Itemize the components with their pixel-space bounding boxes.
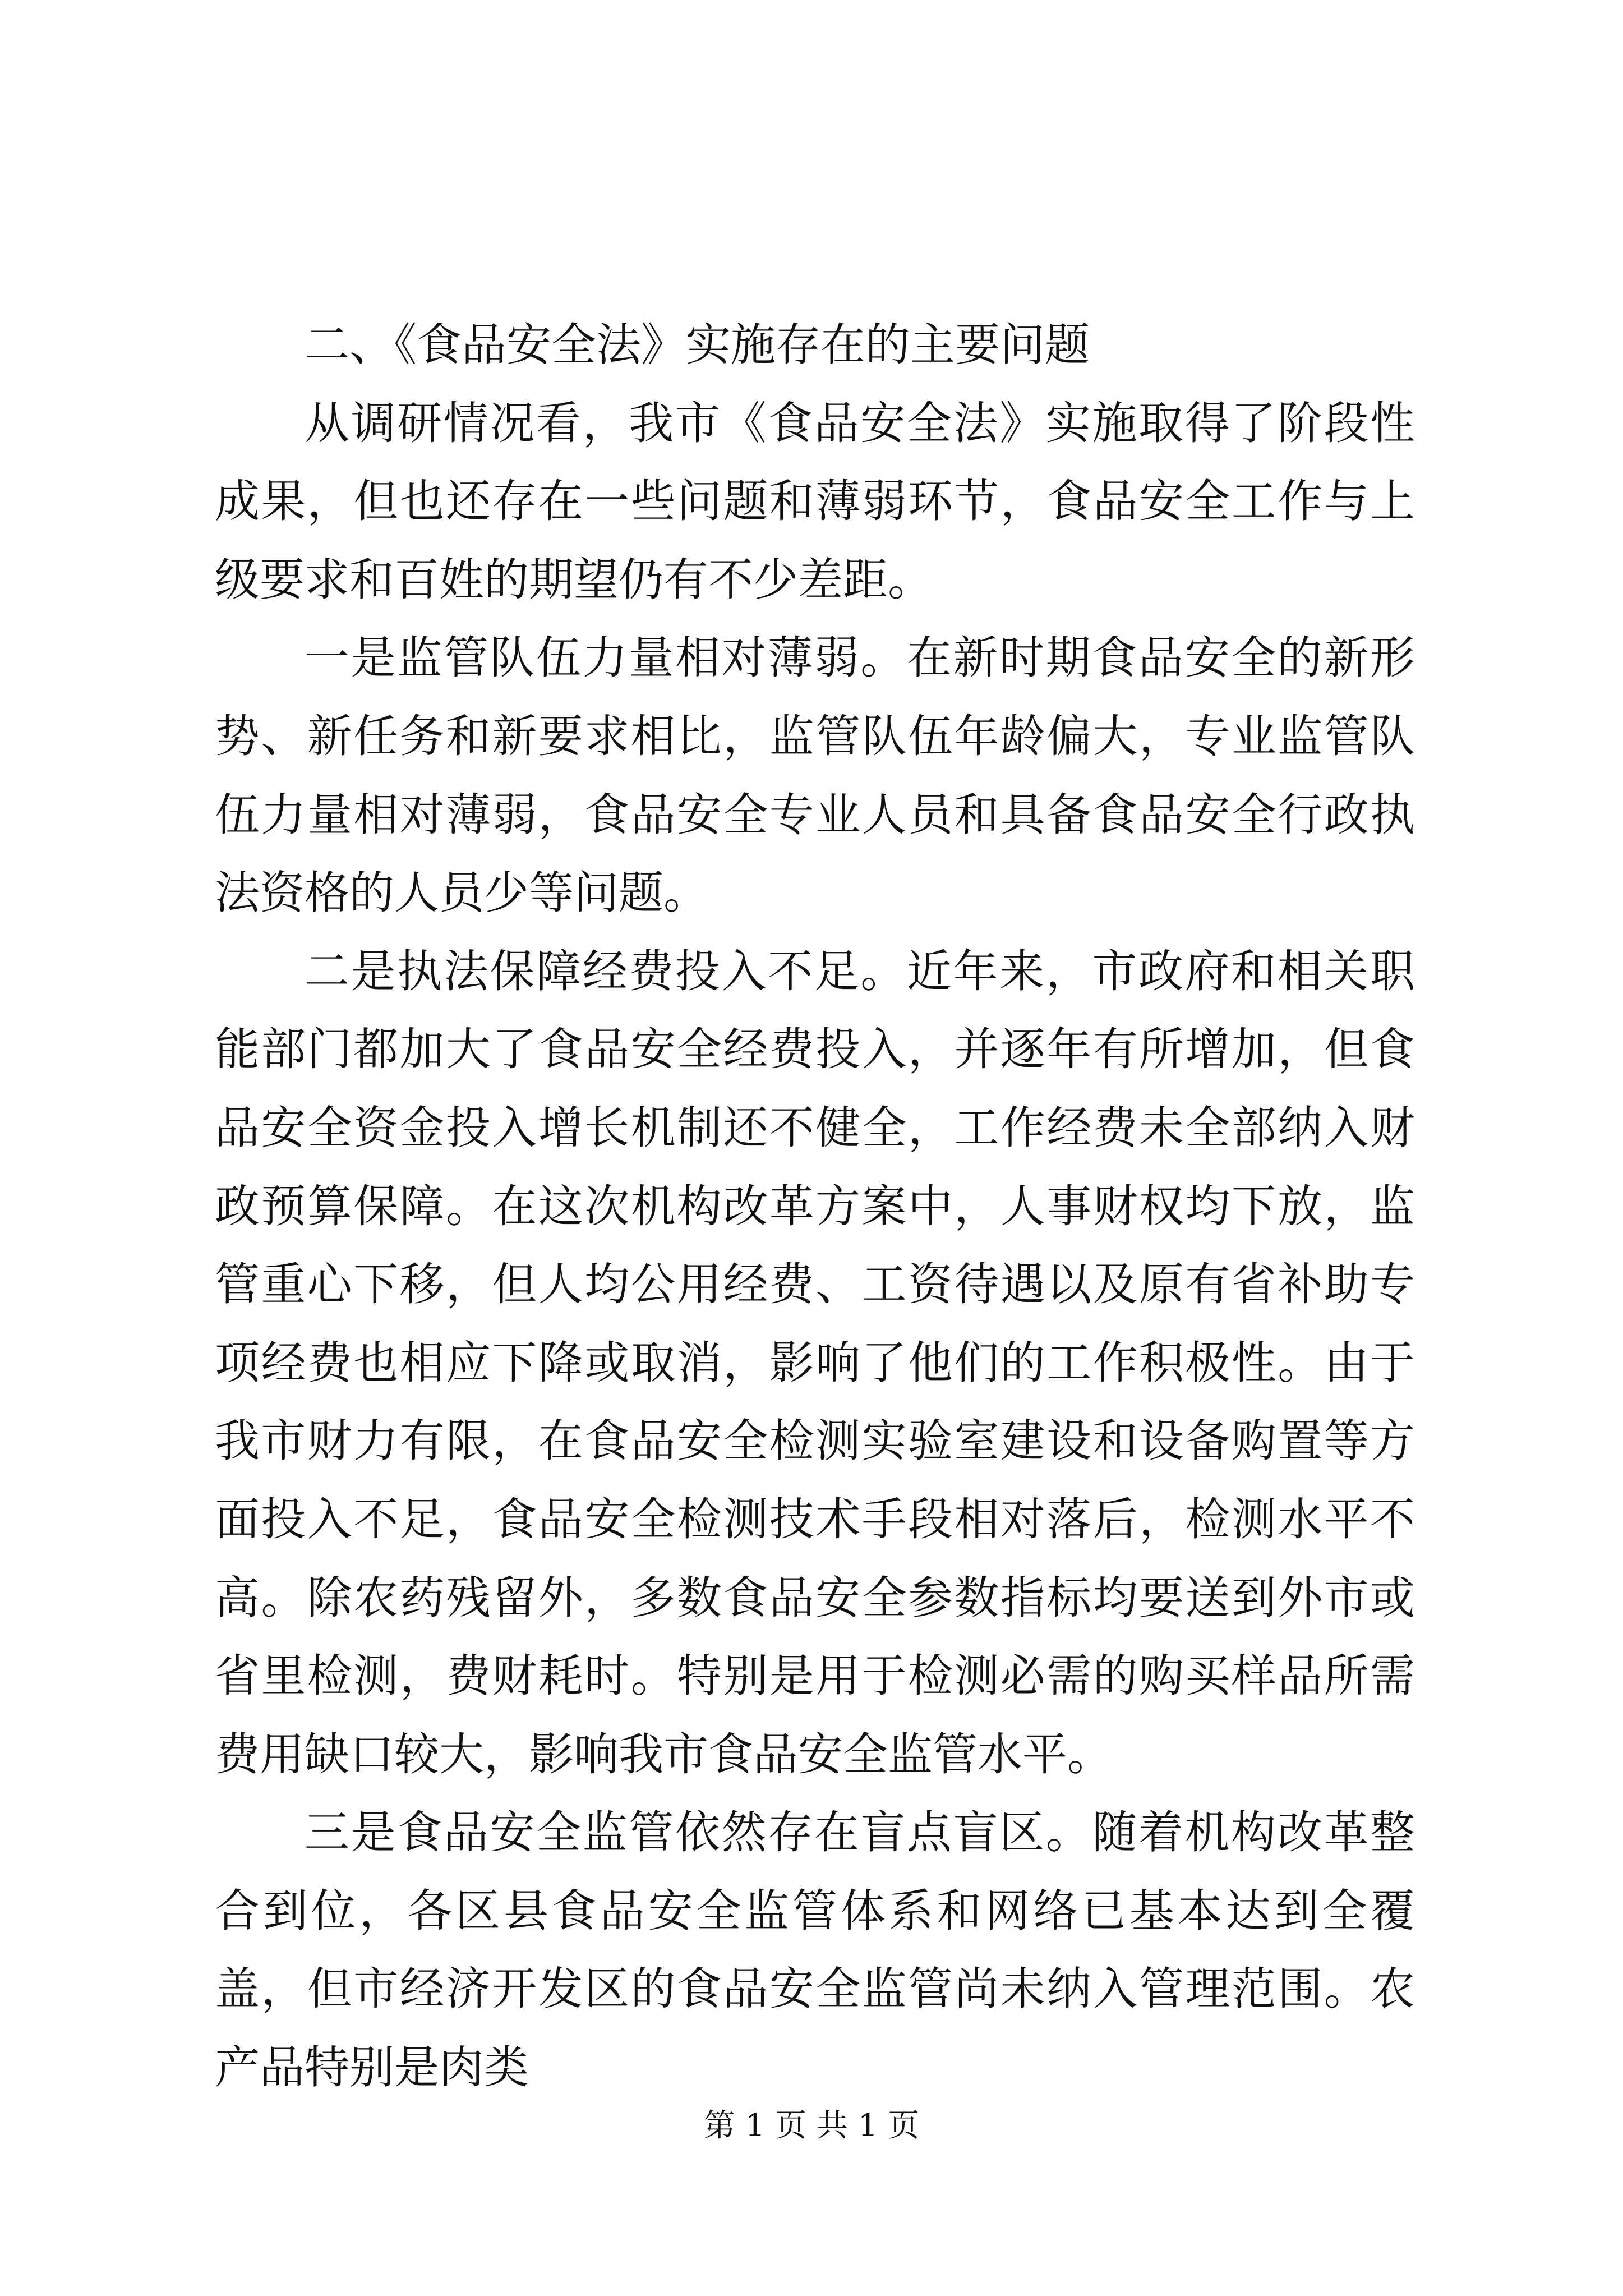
- document-body: [215, 306, 1415, 2107]
- paragraph-issue-2: 二是执法保障经费投入不足。近年来，市政府和相关职能部门都加大了食品安全经费投入，并逐年有所增加，但食品安全资金投入增长机制还不健全，工作经费未全部纳入财政预算保障。在这次机构改革方案中，人事财权均下放，监管重心下移，但人均公用经费、工资待遇以及原有省补助专项经费也相应下降或取消，影响了他们的工作积极性。由于我市财力有限，在食品安全检测实验室建设和设备购置等方面投入不足，食品安全检测技术手段相对落后，检测水平不高。除农药残留外，多数食品安全参数指标均要送到外市或省里检测，费财耗时。特别是用于检测必需的购买样品所需费用缺口较大，影响我市食品安全监管水平。: [215, 945, 1415, 1780]
- paragraph-issue-3: 三是食品安全监管依然存在盲点盲区。随着机构改革整合到位，各区县食品安全监管体系和网络已基本达到全覆盖，但市经济开发区的食品安全监管尚未纳入管理范围。农产品特别是肉类: [215, 1806, 1415, 2094]
- page-number-footer: 第 1 页 共 1 页: [703, 2108, 920, 2144]
- paragraph-summary: 从调研情况看，我市《食品安全法》实施取得了阶段性成果，但也还存在一些问题和薄弱环节，食品安全工作与上级要求和百姓的期望仍有不少差距。: [215, 397, 1415, 606]
- paragraph-issue-1: 一是监管队伍力量相对薄弱。在新时期食品安全的新形势、新任务和新要求相比，监管队伍年龄偏大，专业监管队伍力量相对薄弱，食品安全专业人员和具备食品安全行政执法资格的人员少等问题。: [215, 632, 1415, 919]
- section-heading: 二、《食品安全法》实施存在的主要问题: [305, 319, 1090, 371]
